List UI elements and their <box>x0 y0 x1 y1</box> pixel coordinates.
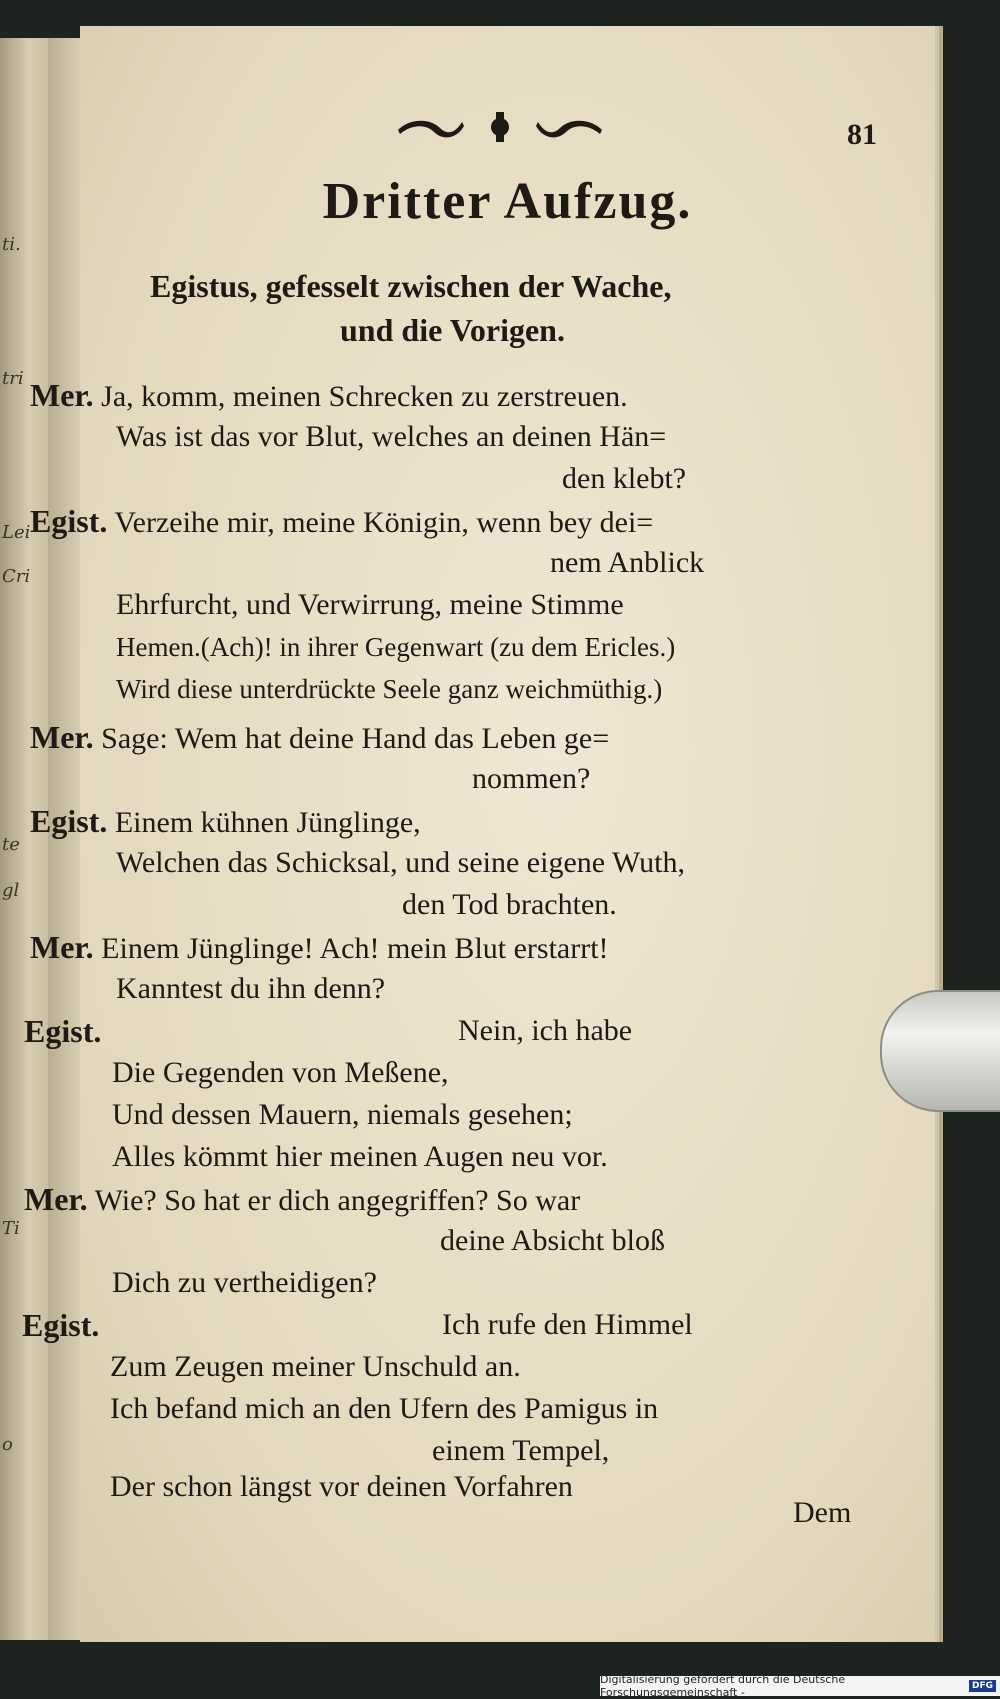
page-number: 81 <box>847 118 877 151</box>
dialogue-line <box>30 376 628 416</box>
line-text: den Tod brachten. <box>402 888 617 921</box>
dialogue-line <box>402 886 617 924</box>
line-text: Welchen das Schicksal, und seine eigene Wuth, <box>116 846 685 879</box>
catchword: Dem <box>793 1496 852 1529</box>
dialogue-line <box>30 928 609 968</box>
line-text: Verzeihe mir, meine Königin, wenn bey dei= <box>114 506 654 539</box>
dialogue-line <box>458 1012 632 1050</box>
dialogue-line <box>562 460 686 498</box>
line-text: Wird diese unterdrückte Seele ganz weichmüthig.) <box>116 674 663 704</box>
dialogue-line <box>432 1432 609 1470</box>
dialogue-line <box>30 802 421 842</box>
dialogue-line <box>116 970 385 1008</box>
line-text: Der schon längst vor deinen Vorfahren <box>110 1470 573 1503</box>
page-clip <box>880 990 1000 1112</box>
dialogue-line <box>110 1348 521 1386</box>
left-page-fragment: Cri <box>2 566 31 587</box>
left-page-fragment: tri <box>2 368 24 389</box>
dialogue-line <box>116 628 675 666</box>
stage-direction-line: und die Vorigen. <box>340 312 565 348</box>
speaker-label: Egist. <box>24 1013 102 1049</box>
stage-direction-line: Egistus, gefesselt zwischen der Wache, <box>150 268 672 304</box>
dialogue-line <box>550 544 704 582</box>
ornament-icon <box>390 110 610 144</box>
stage-direction <box>150 264 870 352</box>
dialogue-line <box>442 1306 693 1344</box>
line-text: Was ist das vor Blut, welches an deinen Hän= <box>116 420 667 453</box>
left-page-fragment: Lei <box>2 522 31 543</box>
line-text: Ich befand mich an den Ufern des Pamigus in <box>110 1392 659 1425</box>
dialogue-line <box>24 1012 101 1052</box>
dialogue-line <box>112 1264 377 1302</box>
book-page <box>22 26 935 1642</box>
dialogue-line <box>30 718 609 758</box>
dialogue-line <box>116 586 624 624</box>
line-text: Ja, komm, meinen Schrecken zu zerstreuen. <box>101 380 628 413</box>
line-text: Dich zu vertheidigen? <box>112 1266 377 1299</box>
line-text: nem Anblick <box>550 546 705 579</box>
digitization-credit <box>600 1673 1000 1699</box>
line-text: Sage: Wem hat deine Hand das Leben ge= <box>101 722 610 755</box>
left-page-fragment: gl <box>2 880 20 901</box>
line-text: Einem Jünglinge! Ach! mein Blut erstarrt! <box>101 932 609 965</box>
credit-text: Digitalisierung gefördert durch die Deutsche Forschungsgemeinschaft - <box>600 1673 846 1699</box>
speaker-label: Mer. <box>30 377 94 413</box>
dialogue-line <box>22 1306 99 1346</box>
dialogue-line <box>472 760 590 798</box>
speaker-label: Mer. <box>24 1181 88 1217</box>
dialogue-line <box>112 1138 608 1176</box>
dialogue-line <box>440 1222 665 1260</box>
speaker-label: Mer. <box>30 719 94 755</box>
dialogue-line <box>116 670 662 708</box>
dialogue-line <box>110 1390 658 1428</box>
line-text: einem Tempel, <box>432 1434 610 1467</box>
speaker-label: Egist. <box>30 503 108 539</box>
line-text: Und dessen Mauern, niemals gesehen; <box>112 1098 573 1131</box>
act-heading: Dritter Aufzug. <box>322 173 693 230</box>
speaker-label: Egist. <box>22 1307 100 1343</box>
line-text: Einem kühnen Jünglinge, <box>114 806 421 839</box>
line-text: Ich rufe den Himmel <box>442 1308 693 1341</box>
dialogue-line <box>110 1468 573 1506</box>
left-page-fragment: ti. <box>2 234 21 255</box>
dfg-logo: DFG <box>969 1680 996 1692</box>
dialogue-line <box>30 502 653 542</box>
line-text: Zum Zeugen meiner Unschuld an. <box>110 1350 521 1383</box>
dialogue-line <box>112 1096 573 1134</box>
line-text: Kanntest du ihn denn? <box>116 972 386 1005</box>
line-text: Nein, ich habe <box>458 1014 633 1047</box>
dialogue-line <box>112 1054 449 1092</box>
left-page-fragment: Ti <box>2 1218 20 1239</box>
line-text: den klebt? <box>562 462 687 495</box>
left-page-fragment: te <box>2 834 20 855</box>
speaker-label: Mer. <box>30 929 94 965</box>
line-text: deine Absicht bloß <box>440 1224 665 1257</box>
left-page-fragment: o <box>2 1434 13 1455</box>
speaker-label: Egist. <box>30 803 108 839</box>
line-text: Die Gegenden von Meßene, <box>112 1056 449 1089</box>
line-text: Ehrfurcht, und Verwirrung, meine Stimme <box>116 588 624 621</box>
dialogue-line <box>24 1180 580 1220</box>
dialogue-line <box>116 418 666 456</box>
line-text: nommen? <box>472 762 591 795</box>
dialogue-line <box>116 844 685 882</box>
line-text: Wie? So hat er dich angegriffen? So war <box>94 1184 581 1217</box>
line-text: Hemen.(Ach)! in ihrer Gegenwart (zu dem Ericles.) <box>116 632 676 662</box>
line-text: Alles kömmt hier meinen Augen neu vor. <box>112 1140 608 1173</box>
